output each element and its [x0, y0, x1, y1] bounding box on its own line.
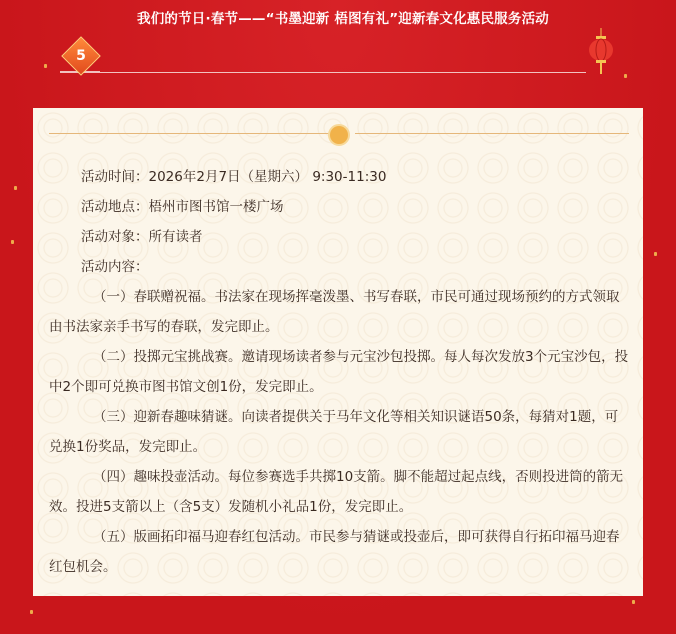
gold-speck	[632, 600, 635, 604]
activity-list	[49, 282, 631, 582]
gold-speck	[44, 64, 47, 68]
gold-speck	[624, 74, 627, 78]
title-underline	[100, 72, 586, 73]
activity-item: （一）春联赠祝福。书法家在现场挥毫泼墨、书写春联，市民可通过现场预约的方式领取由书法家亲手书写的春联，发完即止。	[49, 289, 620, 335]
article-body	[81, 162, 631, 282]
event-content-label: 活动内容：	[81, 259, 149, 275]
activity-item: （五）版画拓印福马迎春红包活动。市民参与猜谜或投壶后，即可获得自行拓印福马迎春红包机会。	[49, 529, 620, 575]
activity-item: （二）投掷元宝挑战赛。邀请现场读者参与元宝沙包投掷。每人每次发放3个元宝沙包，投中2个即可兑换市图书馆文创1份，发完即止。	[49, 349, 629, 395]
panel-divider-right	[355, 133, 629, 134]
gold-coin-icon	[328, 124, 350, 146]
red-lantern-icon	[587, 28, 615, 76]
event-time: 活动时间：2026年2月7日（星期六） 9:30-11:30	[81, 169, 387, 185]
gold-speck	[14, 186, 17, 190]
panel-divider-left	[49, 133, 329, 134]
gold-speck	[654, 252, 657, 256]
section-number-badge: 5	[76, 48, 86, 64]
event-audience: 活动对象：所有读者	[81, 229, 203, 245]
page-title: 我们的节日·春节——“书墨迎新 梧图有礼”迎新春文化惠民服务活动	[137, 11, 549, 27]
activity-item: （三）迎新春趣味猜谜。向读者提供关于马年文化等相关知识谜语50条，每猜对1题，可兑换1份奖品，发完即止。	[49, 409, 619, 455]
event-place: 活动地点：梧州市图书馆一楼广场	[81, 199, 284, 215]
gold-speck	[30, 610, 33, 614]
activity-item: （四）趣味投壶活动。每位参赛选手共掷10支箭。脚不能超过起点线，否则投进筒的箭无效。投进5支箭以上（含5支）发随机小礼品1份，发完即止。	[49, 469, 624, 515]
gold-speck	[11, 240, 14, 244]
content-panel	[33, 108, 643, 596]
